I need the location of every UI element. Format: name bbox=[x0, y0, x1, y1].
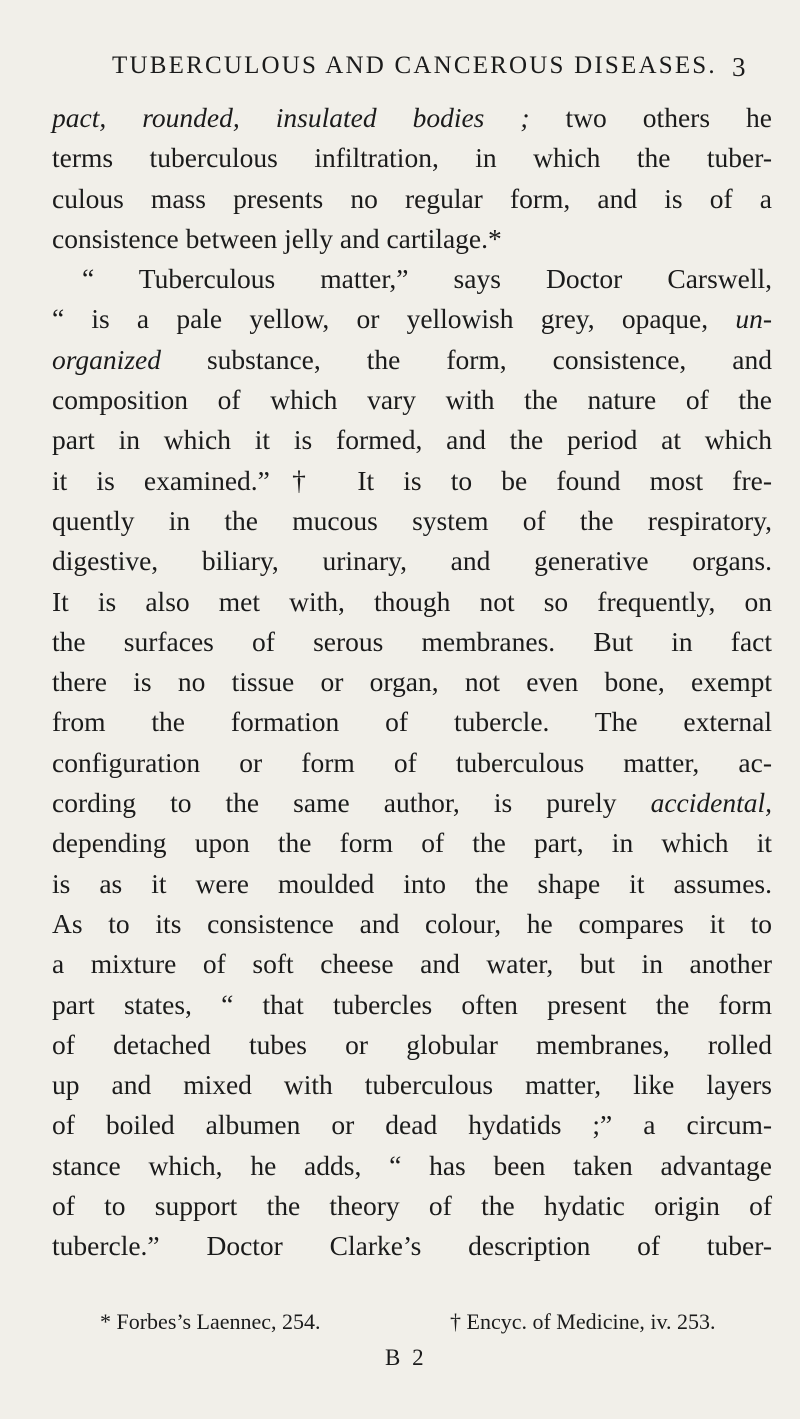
text-line: part states, “ that tubercles often present the form bbox=[52, 988, 772, 1020]
body-text bbox=[52, 98, 772, 1267]
text-line: it is examined.”† It is to be found most fre- bbox=[52, 464, 772, 496]
text-line: the surfaces of serous membranes. But in fact bbox=[52, 625, 772, 657]
text-line: pact, rounded, insulated bodies ; two others he bbox=[52, 102, 772, 133]
text-line: part in which it is formed, and the period at which bbox=[52, 424, 772, 456]
text-line: It is also met with, though not so frequently, on bbox=[52, 585, 772, 617]
page-number: 3 bbox=[732, 52, 746, 82]
text-line: of detached tubes or globular membranes, rolled bbox=[52, 1028, 772, 1060]
text-line: of boiled albumen or dead hydatids ;” a circum- bbox=[52, 1109, 772, 1141]
footnote-encyclopaedia: † Encyc. of Medicine, iv. 253. bbox=[450, 1309, 716, 1334]
text-line: up and mixed with tuberculous matter, like layers bbox=[52, 1069, 772, 1101]
text-line: stance which, he adds, “ has been taken advantage bbox=[52, 1149, 772, 1181]
text-line: of to support the theory of the hydatic origin of bbox=[52, 1190, 772, 1222]
text-line: there is no tissue or organ, not even bone, exempt bbox=[52, 666, 772, 698]
text-line: tubercle.” Doctor Clarke’s description of tuber- bbox=[52, 1230, 772, 1262]
text-line: terms tuberculous infiltration, in which the tuber- bbox=[52, 142, 772, 174]
text-line: culous mass presents no regular form, and is of a bbox=[52, 182, 772, 214]
text-line: cording to the same author, is purely accidental, bbox=[52, 787, 772, 819]
text-line: configuration or form of tuberculous matter, ac- bbox=[52, 746, 772, 778]
signature-mark: B 2 bbox=[385, 1345, 427, 1370]
text-line: depending upon the form of the part, in which it bbox=[52, 827, 772, 859]
text-line: consistence between jelly and cartilage.* bbox=[52, 222, 502, 254]
text-line: digestive, biliary, urinary, and generative organs. bbox=[52, 545, 772, 577]
text-line: quently in the mucous system of the respiratory, bbox=[52, 504, 772, 536]
footnote-forbes: * Forbes’s Laennec, 254. bbox=[100, 1309, 321, 1334]
text-line: from the formation of tubercle. The external bbox=[52, 706, 772, 738]
text-line: organized substance, the form, consistence, and bbox=[52, 343, 772, 375]
text-line: is as it were moulded into the shape it assumes. bbox=[52, 867, 772, 899]
text-line: As to its consistence and colour, he compares it to bbox=[52, 907, 772, 939]
running-head bbox=[0, 52, 800, 92]
running-title: TUBERCULOUS AND CANCEROUS DISEASES. bbox=[112, 52, 717, 79]
text-line: a mixture of soft cheese and water, but in another bbox=[52, 948, 772, 980]
text-line: “ Tuberculous matter,” says Doctor Carswell, bbox=[82, 263, 772, 295]
text-line: composition of which vary with the nature of the bbox=[52, 384, 772, 416]
text-line: “ is a pale yellow, or yellowish grey, opaque, un- bbox=[52, 303, 772, 335]
